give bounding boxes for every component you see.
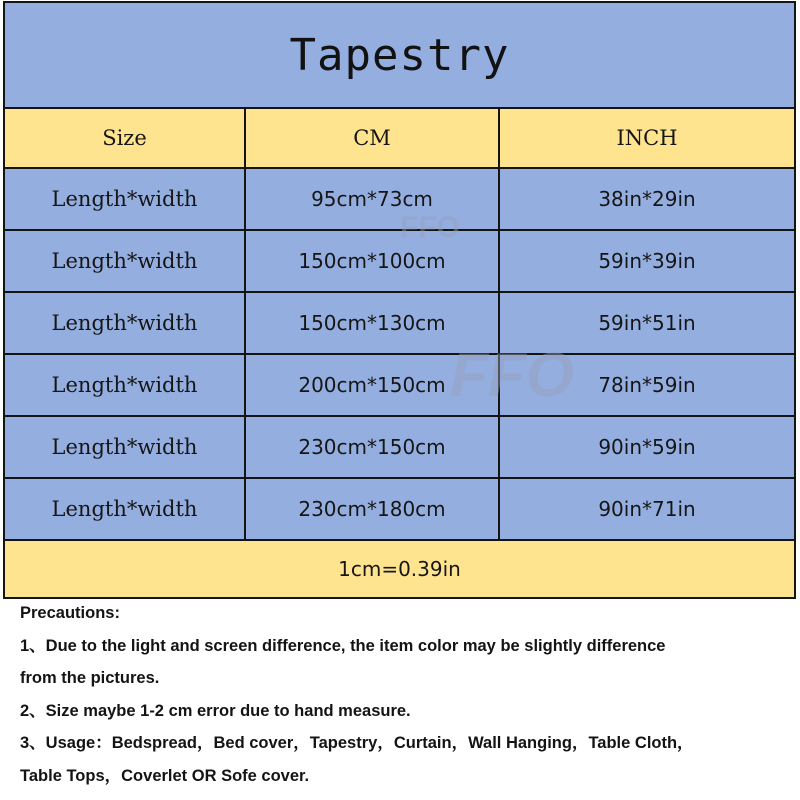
watermark-small: FFO — [400, 211, 460, 244]
cm-cell: 200cm*150cm — [246, 355, 500, 415]
inch-cell: 90in*71in — [598, 497, 696, 521]
conversion-note: 1cm=0.39in — [5, 541, 794, 597]
table-row — [5, 417, 794, 479]
cm-cell: 150cm*130cm — [246, 293, 500, 353]
header-cm: CM — [246, 109, 500, 167]
cm-cell: 230cm*150cm — [246, 417, 500, 477]
precautions-heading: Precautions: — [20, 604, 120, 622]
precaution-line: 2、Size maybe 1-2 cm error due to hand measure. — [20, 701, 411, 720]
table-title: Tapestry — [289, 29, 510, 81]
precaution-line: from the pictures. — [20, 669, 160, 687]
precaution-line: 1、Due to the light and screen difference, the item color may be slightly difference — [20, 636, 666, 655]
precautions — [20, 597, 790, 792]
inch-cell: 59in*39in — [598, 249, 696, 273]
table-row — [5, 293, 794, 355]
inch-cell: 38in*29in — [598, 187, 696, 211]
cm-cell: 150cm*100cm — [246, 231, 500, 291]
table-row — [5, 231, 794, 293]
size-cell: Length*width — [5, 231, 246, 291]
table-row — [5, 479, 794, 541]
size-cell: Length*width — [5, 169, 246, 229]
inch-cell: 90in*59in — [598, 435, 696, 459]
size-cell: Length*width — [5, 417, 246, 477]
header-inch: INCH — [616, 126, 678, 150]
precaution-line: 3、Usage：Bedspread，Bed cover，Tapestry，Curtain，Wall Hanging，Table Cloth， — [20, 734, 694, 752]
precaution-line: Table Tops，Coverlet OR Sofe cover. — [20, 766, 310, 785]
cm-cell: 230cm*180cm — [246, 479, 500, 539]
watermark-large: FFO — [450, 341, 574, 410]
size-cell: Length*width — [5, 355, 246, 415]
size-table — [3, 1, 796, 599]
table-row — [5, 169, 794, 231]
size-cell: Length*width — [5, 479, 246, 539]
size-cell: Length*width — [5, 293, 246, 353]
inch-cell: 59in*51in — [598, 311, 696, 335]
cm-cell: 95cm*73cm — [246, 169, 500, 229]
inch-cell: 78in*59in — [598, 373, 696, 397]
table-row — [5, 355, 794, 417]
table-title-row — [5, 3, 794, 109]
table-header-row — [5, 109, 794, 169]
header-size: Size — [5, 109, 246, 167]
